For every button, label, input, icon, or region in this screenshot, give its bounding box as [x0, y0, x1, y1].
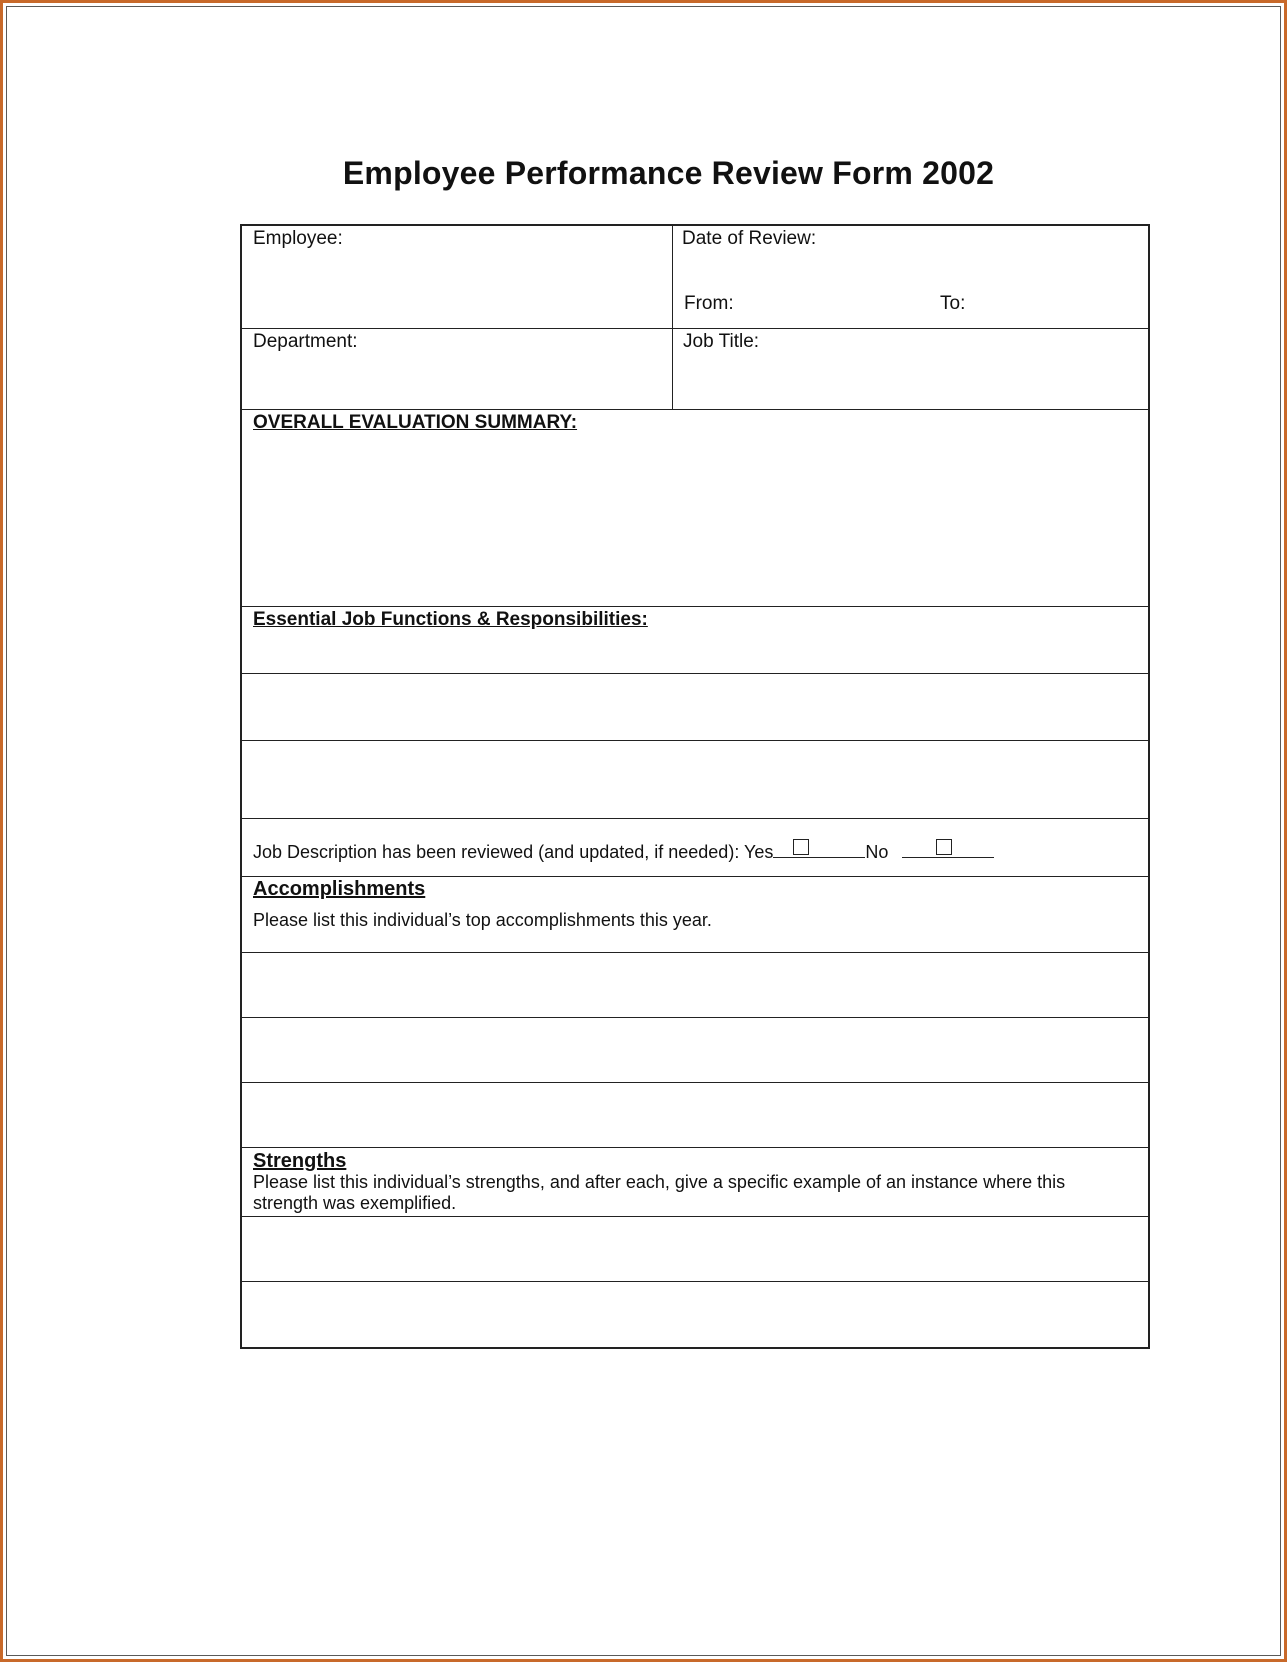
- form-title: Employee Performance Review Form 2002: [342, 155, 995, 191]
- employee-date-row: [242, 226, 1148, 329]
- accomplishments-instruction: Please list this individual’s top accomplishments this year.: [253, 910, 712, 930]
- job-function-entry-row[interactable]: [242, 674, 1148, 741]
- accomplishments-heading: Accomplishments: [253, 878, 426, 900]
- overall-evaluation-row[interactable]: [242, 410, 1148, 607]
- strengths-heading: Strengths: [253, 1150, 347, 1172]
- job-title-cell[interactable]: [673, 329, 1148, 409]
- strengths-heading-row: [242, 1148, 1148, 1217]
- strength-entry-row[interactable]: [242, 1282, 1148, 1347]
- department-cell[interactable]: [242, 329, 673, 409]
- date-of-review-cell[interactable]: [673, 226, 1148, 328]
- job-description-review-text: Job Description has been reviewed (and updated, if needed): Yes: [253, 842, 774, 862]
- date-of-review-label: Date of Review:: [682, 228, 817, 249]
- yes-blank: [773, 839, 865, 858]
- job-title-label: Job Title:: [683, 331, 760, 352]
- job-function-entry-row[interactable]: [242, 741, 1148, 819]
- yes-checkbox[interactable]: [793, 839, 809, 855]
- to-label: To:: [940, 293, 966, 314]
- no-checkbox[interactable]: [936, 839, 952, 855]
- from-label: From:: [684, 293, 734, 314]
- department-jobtitle-row: [242, 329, 1148, 410]
- employee-label: Employee:: [253, 228, 343, 249]
- job-description-review-line: [253, 839, 994, 863]
- department-label: Department:: [253, 331, 358, 352]
- review-form-table: [240, 224, 1150, 1349]
- overall-evaluation-heading: OVERALL EVALUATION SUMMARY:: [253, 412, 578, 433]
- job-description-review-row: [242, 819, 1148, 877]
- employee-cell[interactable]: [242, 226, 673, 328]
- no-blank: [902, 839, 994, 858]
- accomplishment-entry-row[interactable]: [242, 953, 1148, 1018]
- accomplishments-heading-row: [242, 877, 1148, 953]
- accomplishment-entry-row[interactable]: [242, 1018, 1148, 1083]
- job-functions-heading: Essential Job Functions & Responsibilities:: [253, 609, 648, 630]
- accomplishment-entry-row[interactable]: [242, 1083, 1148, 1148]
- job-functions-heading-row[interactable]: [242, 607, 1148, 674]
- no-label: No: [865, 842, 889, 862]
- strength-entry-row[interactable]: [242, 1217, 1148, 1282]
- strengths-instruction: Please list this individual’s strengths, and after each, give a specific example of an instance where this strength was exemplified.: [253, 1172, 1066, 1213]
